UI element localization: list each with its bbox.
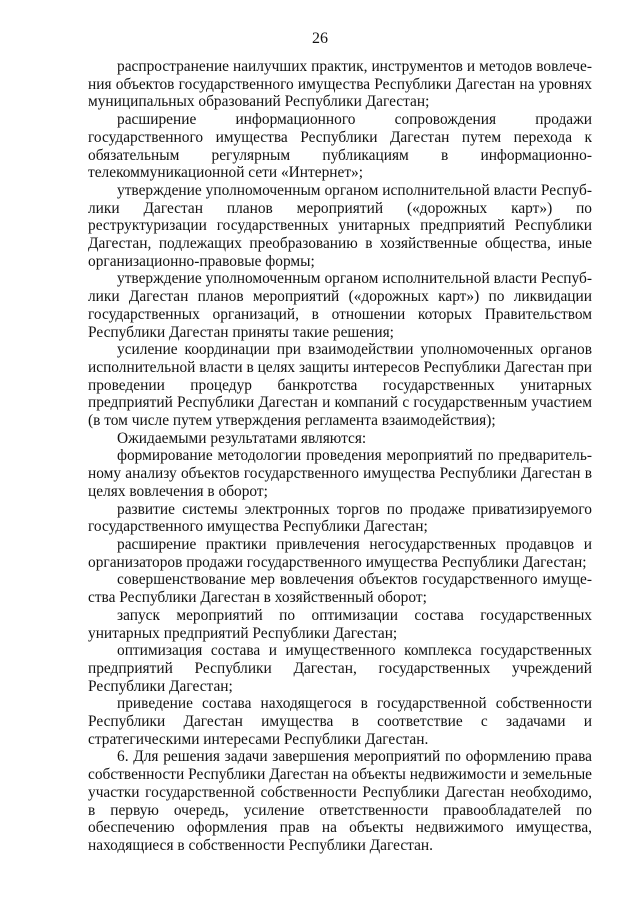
paragraph-13: приведение состава находящегося в государственной собственности Республики Дагестан имущества в соответствие с задачами и стратегическими интересами Республики Дагестан. [88, 695, 592, 748]
paragraph-7: формирование методологии проведения мероприятий по предварительному анализу объектов государственного имущества Республики Дагестан в целях вовлечения в оборот; [88, 447, 592, 500]
paragraph-9: расширение практики привлечения негосударственных продавцов и организаторов продажи государственного имущества Республики Дагестан; [88, 535, 592, 571]
paragraph-1: распространение наилучших практик, инструментов и методов вовлечения объектов государственного имущества Республики Дагестан на уровнях муниципальных образований Республики Дагестан; [88, 58, 592, 111]
page-number: 26 [312, 30, 328, 47]
paragraph-8: развитие системы электронных торгов по продаже приватизируемого государственного имущества Республики Дагестан; [88, 500, 592, 536]
paragraph-2: расширение информационного сопровождения продажи государственного имущества Республики Дагестан путем перехода к обязательным регулярным публикациям в информационно-телекоммуникационной сети «Интернет»; [88, 111, 592, 182]
paragraph-3: утверждение уполномоченным органом исполнительной власти Республики Дагестан планов мероприятий («дорожных карт») по реструктуризации государственных унитарных предприятий Республики Дагестан, подлежащих преобразованию в хозяйственные общества, иные организационно-правовые формы; [88, 181, 592, 270]
paragraph-11: запуск мероприятий по оптимизации состава государственных унитарных предприятий Республики Дагестан; [88, 606, 592, 642]
paragraph-4: утверждение уполномоченным органом исполнительной власти Республики Дагестан планов мероприятий («дорожных карт») по ликвидации государственных организаций, в отношении которых Правительством Республики Дагестан приняты такие решения; [88, 270, 592, 341]
document-body [88, 58, 592, 855]
paragraph-14: 6. Для решения задачи завершения мероприятий по оформлению права собственности Республики Дагестан на объекты недвижимости и земельные участки государственной собственности Республики Дагестан необходимо, в первую очередь, усиление ответственности правообладателей по обеспечению оформления прав на объекты недвижимого имущества, находящиеся в собственности Республики Дагестан. [88, 748, 592, 854]
paragraph-12: оптимизация состава и имущественного комплекса государственных предприятий Республики Дагестан, государственных учреждений Республики Дагестан; [88, 642, 592, 695]
paragraph-10: совершенствование мер вовлечения объектов государственного имущества Республики Дагестан в хозяйственный оборот; [88, 571, 592, 607]
paragraph-5: усиление координации при взаимодействии уполномоченных органов исполнительной власти в целях защиты интересов Республики Дагестан при проведении процедур банкротства государственных унитарных предприятий Республики Дагестан и компаний с государственным участием (в том числе путем утверждения регламента взаимодействия); [88, 341, 592, 430]
paragraph-6: Ожидаемыми результатами являются: [117, 429, 367, 447]
